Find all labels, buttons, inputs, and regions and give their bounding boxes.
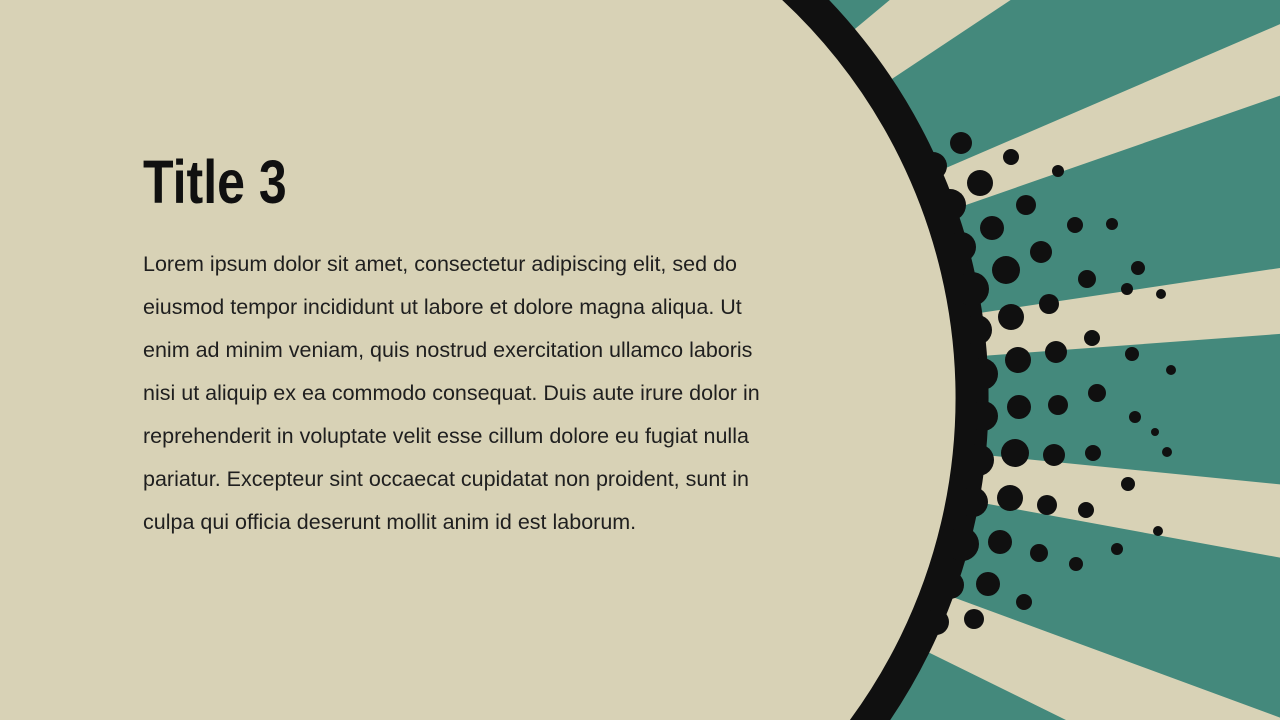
halftone-dot bbox=[958, 487, 988, 517]
body-line: enim ad minim veniam, quis nostrud exercitation ullamco laboris bbox=[143, 338, 753, 362]
halftone-dot bbox=[997, 485, 1023, 511]
body-line: reprehenderit in voluptate velit esse cillum dolore eu fugiat nulla bbox=[143, 424, 749, 448]
halftone-dot bbox=[945, 527, 979, 561]
body-line: nisi ut aliquip ex ea commodo consequat. Duis aute irure dolor in bbox=[143, 381, 760, 405]
halftone-dot bbox=[1125, 347, 1139, 361]
body-line: eiusmod tempor incididunt ut labore et dolore magna aliqua. Ut bbox=[143, 295, 742, 319]
halftone-dot bbox=[967, 170, 993, 196]
halftone-dot bbox=[1045, 341, 1067, 363]
halftone-dot bbox=[1005, 347, 1031, 373]
halftone-dot bbox=[1085, 445, 1101, 461]
halftone-dot bbox=[1001, 439, 1029, 467]
body-line: Lorem ipsum dolor sit amet, consectetur adipiscing elit, sed do bbox=[143, 252, 737, 276]
halftone-dot bbox=[1088, 384, 1106, 402]
halftone-dot bbox=[1037, 495, 1057, 515]
halftone-dot bbox=[992, 256, 1020, 284]
halftone-dot bbox=[1106, 218, 1118, 230]
halftone-dot bbox=[1153, 526, 1163, 536]
halftone-dot bbox=[1052, 165, 1064, 177]
halftone-dot bbox=[1016, 594, 1032, 610]
halftone-dot bbox=[964, 609, 984, 629]
body-line: pariatur. Excepteur sint occaecat cupidatat non proident, sunt in bbox=[143, 467, 749, 491]
halftone-dot bbox=[1121, 477, 1135, 491]
halftone-dot bbox=[1016, 195, 1036, 215]
halftone-dot bbox=[1048, 395, 1068, 415]
halftone-dot bbox=[998, 304, 1024, 330]
halftone-dot bbox=[962, 315, 992, 345]
halftone-dot bbox=[1003, 149, 1019, 165]
halftone-dot bbox=[1007, 395, 1031, 419]
halftone-dot bbox=[919, 152, 947, 180]
halftone-dot bbox=[988, 530, 1012, 554]
halftone-dot bbox=[962, 444, 994, 476]
halftone-dot bbox=[1156, 289, 1166, 299]
halftone-dot bbox=[1151, 428, 1159, 436]
halftone-dot bbox=[1069, 557, 1083, 571]
halftone-dot bbox=[966, 358, 998, 390]
halftone-dot bbox=[1039, 294, 1059, 314]
halftone-dot bbox=[1111, 543, 1123, 555]
halftone-dot bbox=[934, 189, 966, 221]
halftone-dot bbox=[1166, 365, 1176, 375]
halftone-dot bbox=[950, 132, 972, 154]
body-paragraph bbox=[143, 243, 853, 544]
halftone-dot bbox=[1129, 411, 1141, 423]
halftone-dot bbox=[980, 216, 1004, 240]
halftone-dot bbox=[1162, 447, 1172, 457]
halftone-dot bbox=[1084, 330, 1100, 346]
halftone-dot bbox=[1030, 544, 1048, 562]
page-title: Title 3 bbox=[143, 148, 287, 216]
halftone-dot bbox=[1030, 241, 1052, 263]
halftone-dot bbox=[955, 272, 989, 306]
halftone-dot bbox=[1078, 270, 1096, 288]
halftone-dot bbox=[923, 609, 949, 635]
halftone-dot bbox=[1121, 283, 1133, 295]
halftone-dot bbox=[936, 571, 964, 599]
halftone-dot bbox=[1131, 261, 1145, 275]
halftone-dot bbox=[976, 572, 1000, 596]
halftone-dot bbox=[1043, 444, 1065, 466]
halftone-dot bbox=[946, 232, 976, 262]
halftone-dot bbox=[968, 401, 998, 431]
halftone-dot bbox=[1078, 502, 1094, 518]
body-line: culpa qui officia deserunt mollit anim id est laborum. bbox=[143, 510, 637, 534]
halftone-dot bbox=[1067, 217, 1083, 233]
